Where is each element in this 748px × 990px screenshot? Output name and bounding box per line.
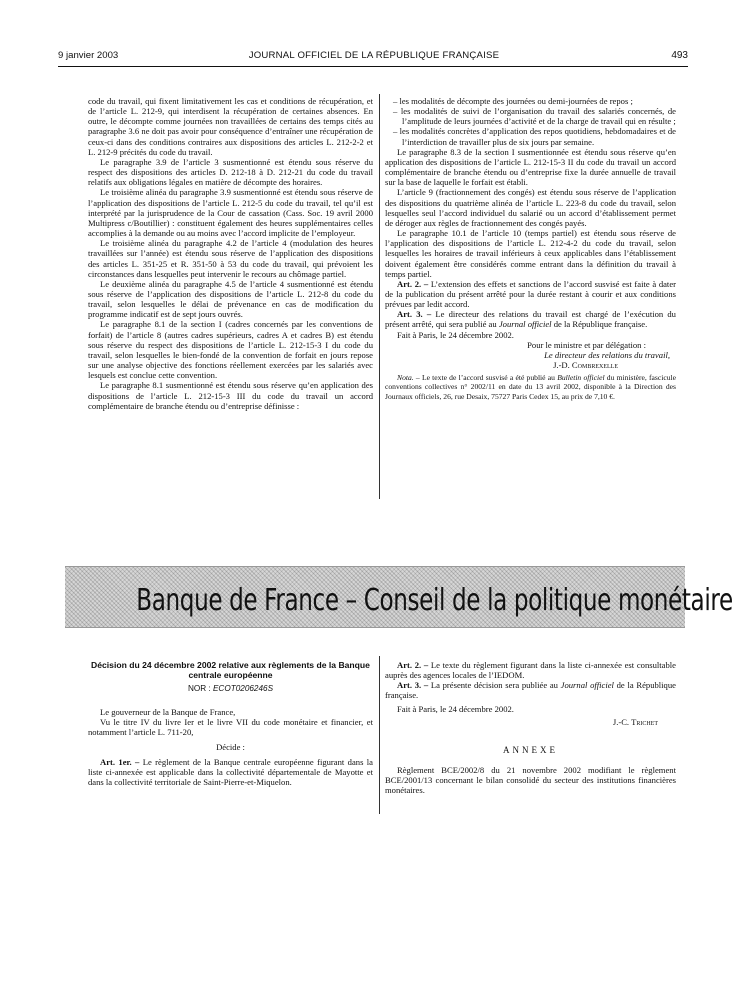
paragraph: Le troisième alinéa du paragraphe 4.2 de l’article 4 (modulation des heures travaillées sur l’année) est étendu sous réserve de l’application des dispositions des articles L. 351-25 et R. 351-50 à 53 du code du travail, qui prévoient les circonstances dans lesquelles peut intervenir le recours au chômage partiel. [88, 238, 373, 279]
article-2: Art. 2. – Le texte du règlement figurant dans la liste ci-annexée est consultable auprès des agences locales de l’IEDOM. [385, 660, 676, 681]
signature-place-date: Fait à Paris, le 24 décembre 2002. [397, 703, 514, 714]
paragraph: Le deuxième alinéa du paragraphe 4.5 de l’article 4 susmentionné est étendu sous réserve de l’application des dispositions de l’article L. 212-8 du code du travail, selon lesquelles le délai de prévenance en cas de modification du programme indicatif est de sept jours ouvrés. [88, 278, 373, 320]
signatory-name: J.-D. Combrexelle [553, 360, 618, 371]
list-item: – les modalités de décompte des journées ou demi-journées de repos ; [393, 96, 633, 106]
nor-reference: NOR : ECOT0206246S [187, 683, 274, 693]
paragraph: Le paragraphe 10.1 de l’article 10 (temps partiel) est étendu sous réserve de l’application des dispositions de l’article L. 212-4-2 du code du travail, selon lesquelles les horaires de travail inférieurs à ceux applicables dans l’établissement doivent également être considérés comme entrant dans la définition du travail à temps partiel. [385, 228, 676, 279]
top-right-column [385, 96, 676, 401]
section-banner-title: Banque de France – Conseil de la politique monétaire [136, 583, 733, 618]
header-date: 9 janvier 2003 [58, 50, 119, 61]
article-3: Art. 3. – La présente décision sera publiée au Journal officiel de la République française. [385, 680, 676, 701]
list-item: – les modalités de suivi de l’organisation du travail des salariés concernés, de l’amplitude de leurs journées d’activité et de la charge de travail qui en résulte ; [393, 106, 676, 127]
article-label: Art. 3. – [397, 680, 429, 691]
decision-right-column [385, 660, 676, 796]
paragraph: Le paragraphe 8.1 de la section I (cadres concernés par les conventions de forfait) de l’article 8 (autres cadres supérieurs, cadres A et cadres B) est étendu sous réserve du respect des dispositions de l’article L. 212-15-3 I du code du travail, selon lesquelles le bien-fondé de la convention de forfait en jours repose sur une analyse objective des fonctions réellement exercées par les salariés avec lesquels est conclue cette convention. [88, 319, 373, 381]
paragraph: Le paragraphe 3.9 de l’article 3 susmentionné est étendu sous réserve du respect des dispositions des articles D. 212-18 à D. 212-21 du code du travail relatifs aux obligations légales en matière de décompte des horaires. [88, 156, 373, 188]
paragraph: Vu le titre IV du livre Ier et le livre VII du code monétaire et financier, et notamment l’article L. 711-20, [88, 717, 373, 738]
signatory-name: J.-C. Trichet [612, 716, 658, 727]
annex-regulation: Règlement BCE/2002/8 du 21 novembre 2002 modifiant le règlement BCE/2001/13 concernant le bilan consolidé du secteur des institutions financières monétaires. [385, 765, 676, 796]
decision-title: Décision du 24 décembre 2002 relative aux règlements de la Banque centrale européenne [91, 660, 370, 681]
article-2: Art. 2. – L’extension des effets et sanctions de l’accord susvisé est faite à dater de la publication du présent arrêté pour la durée restant à courir et aux conditions prévues par ledit accord. [385, 278, 676, 310]
running-header [0, 50, 748, 64]
section-banner [65, 566, 733, 628]
decide-line: Décide : [216, 742, 245, 753]
signature-place-date: Fait à Paris, le 24 décembre 2002. [397, 329, 514, 340]
decision-left-column [88, 660, 373, 787]
article-label: Art. 2. – [397, 278, 429, 289]
column-divider [379, 656, 380, 814]
paragraph: Le paragraphe 8.3 de la section I susmentionnée est étendu sous réserve qu’en application des dispositions de l’article L. 212-15-3 II du code du travail un accord complémentaire de branche étendu ou d’entreprise fixe la durée annuelle de travail sur la base de laquelle le forfait est établi. [385, 146, 676, 188]
header-journal-title: JOURNAL OFFICIEL DE LA RÉPUBLIQUE FRANÇAISE [248, 50, 500, 61]
header-page-number: 493 [671, 50, 688, 61]
article-label: Art. 3. – [397, 309, 432, 320]
column-divider [379, 94, 380, 499]
article-label: Art. 2. – [397, 660, 429, 670]
dash-list [385, 96, 676, 147]
paragraph: Le troisième alinéa du paragraphe 3.9 susmentionné est étendu sous réserve de l’application des dispositions de l’article L. 212-5 du code du travail, tel qu’il est interprété par la jurisprudence de la Cour de cassation (Cass. Soc. 19 avril 2000 Multipress c/Boutillier) : constituent également des heures supplémentaires celles accomplies à la demande ou au moins avec l’accord implicite de l’employeur. [88, 187, 373, 239]
list-item: – les modalités concrètes d’application des repos quotidiens, hebdomadaires et de l’interdiction de travailler plus de six jours par semaine. [393, 126, 676, 147]
paragraph: L’article 9 (fractionnement des congés) est étendu sous réserve de l’application des dispositions du quatrième alinéa de l’article L. 223-8 du code du travail, selon lesquelles seul l’accord individuel du salarié ou un accord d’établissement permet de déroger aux règles de fractionnement des congés payés. [385, 187, 676, 228]
paragraph: Le paragraphe 8.1 susmentionné est étendu sous réserve qu’en application des dispositions de l’article L. 212-15-3 III du code du travail un accord complémentaire de branche étendu ou d’entreprise définisse : [88, 380, 373, 411]
article-label: Art. 1er. – [100, 756, 140, 767]
article-1: Art. 1er. – Le règlement de la Banque centrale européenne figurant dans la liste ci-annexée est applicable dans la collectivité départementale de Mayotte et dans la collectivité territoriale de Saint-Pierre-et-Miquelon. [88, 756, 373, 787]
paragraph: code du travail, qui fixent limitativement les cas et conditions de récupération, et de l’article L. 212-9, qui interdisent la récupération de certaines absences. En outre, le décompte comme journées non travaillées de certains des temps cités au paragraphe 3.6 ne doit pas avoir pour conséquence d’entraîner une récupération de ceux-ci dans des conditions contraires aux dispositions des articles L. 212-2-2 et L. 212-9 précités du code du travail. [88, 96, 373, 157]
paragraph: Le gouverneur de la Banque de France, [100, 706, 236, 717]
annex-heading: ANNEXE [503, 744, 558, 755]
signatory-title: Le directeur des relations du travail, [544, 349, 670, 360]
header-rule [58, 66, 688, 67]
top-left-column [88, 96, 373, 411]
nota-note: Nota. – Le texte de l’accord susvisé a été publié au Bulletin officiel du ministère, fascicule conventions collectives n° 2002/11 en date du 13 avril 2002, disponible à la Direction des Journaux officiels, 26, rue Desaix, 75727 Paris Cedex 15, au prix de 7,10 €. [385, 373, 677, 401]
article-3: Art. 3. – Le directeur des relations du travail est chargé de l’exécution du présent arrêté, qui sera publié au Journal officiel de la République française. [385, 309, 676, 330]
delegation-line: Pour le ministre et par délégation : [527, 339, 646, 350]
